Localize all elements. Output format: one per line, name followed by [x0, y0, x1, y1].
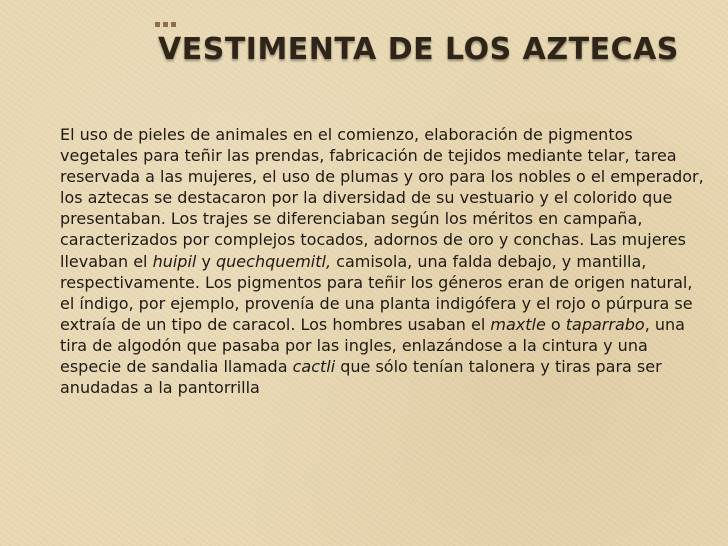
body-text-segment: camisola, una falda debajo, y mantilla, respectivamente. Los pigmentos para teñir los géneros eran de origen natural, el índigo, por ejemplo, provenía de una planta indigófera y el rojo o púrpura se extraía de un tipo de caracol. Los hombres usaban el — [60, 251, 693, 334]
decoration-square — [163, 22, 168, 27]
slide-title: VESTIMENTA DE LOS AZTECAS — [158, 32, 679, 67]
body-text-segment: y — [196, 251, 216, 271]
term-quechquemitl: quechquemitl, — [216, 251, 332, 271]
decoration-square — [171, 22, 176, 27]
body-text-segment: que sólo tenían talonera y tiras para ser anudadas a la pantorrilla — [60, 357, 662, 398]
body-text-segment: , una tira de algodón que pasaba por las ingles, enlazándose a la cintura y una especie de sandalia llamada — [60, 314, 685, 377]
term-taparrabo: taparrabo — [565, 314, 645, 334]
term-maxtle: maxtle — [490, 314, 546, 334]
body-text-segment: El uso de pieles de animales en el comienzo, elaboración de pigmentos vegetales para teñir las prendas, fabricación de tejidos mediante telar, tarea reservada a las mujeres, el uso de plumas y oro para los nobles o el emperador, los aztecas se destacaron por la diversidad de su vestuario y el colorido que presentaban. Los trajes se diferenciaban según los méritos en campaña, caracterizados por complejos tocados, adornos de oro y conchas. Las mujeres llevaban el — [60, 125, 704, 271]
decoration-square — [155, 22, 160, 27]
body-text-segment: o — [545, 314, 566, 334]
slide-body-text — [60, 124, 706, 398]
term-huipil: huipil — [152, 251, 197, 271]
term-cactli: cactli — [292, 357, 336, 377]
